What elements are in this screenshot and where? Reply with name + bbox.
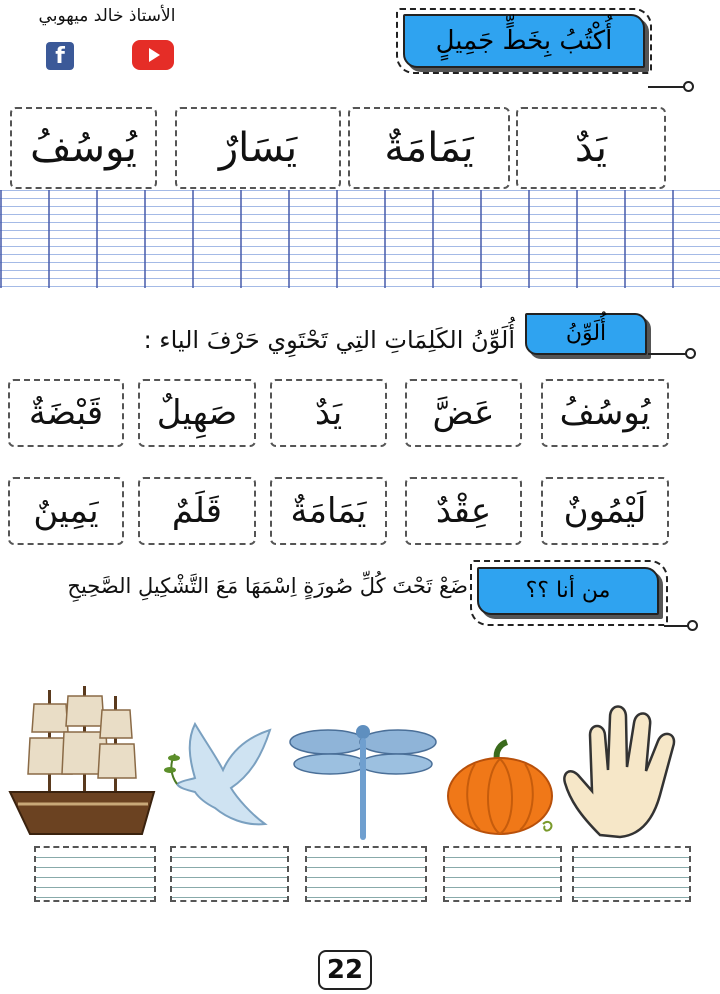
page-number: 22 bbox=[318, 950, 372, 990]
color-banner-dot bbox=[685, 348, 696, 359]
word-row2-4[interactable]: قَلَمٌ bbox=[138, 477, 256, 545]
word-row2-3[interactable]: يَمَامَةٌ bbox=[270, 477, 387, 545]
word-row2-1[interactable]: لَيْمُونٌ bbox=[541, 477, 669, 545]
answer-box-pumpkin[interactable] bbox=[443, 846, 562, 902]
word-box-3: يَسَارٌ bbox=[175, 107, 341, 189]
dragonfly-icon bbox=[288, 720, 440, 842]
word-row2-2[interactable]: عِقْدٌ bbox=[405, 477, 522, 545]
word-row1-5[interactable]: قَبْضَةٌ bbox=[8, 379, 124, 447]
answer-box-ship[interactable] bbox=[34, 846, 156, 902]
who-am-i-instruction: ضَعْ تَحْتَ كُلِّ صُورَةٍ اِسْمَهَا مَعَ التَّشْكِيلِ الصَّحِيحِ bbox=[67, 574, 468, 598]
hand-icon bbox=[560, 695, 690, 840]
answer-box-dove[interactable] bbox=[170, 846, 289, 902]
who-am-i-dot bbox=[687, 620, 698, 631]
author-name: الأستاذ خالد ميهوبي bbox=[38, 6, 176, 26]
dove-icon bbox=[165, 718, 280, 830]
handwriting-grid[interactable] bbox=[0, 190, 720, 288]
answer-box-hand[interactable] bbox=[572, 846, 691, 902]
color-instruction: أُلَوِّنُ الكَلِمَاتِ التِي تَحْتَوِي حَرْفَ الياء : bbox=[143, 326, 515, 354]
color-banner-line bbox=[648, 353, 688, 355]
facebook-icon[interactable]: f bbox=[46, 42, 74, 70]
word-row1-1[interactable]: يُوسُفُ bbox=[541, 379, 669, 447]
answer-box-dragonfly[interactable] bbox=[305, 846, 427, 902]
who-am-i-banner: من أنا ؟؟ bbox=[477, 567, 659, 615]
word-row1-3[interactable]: يَدٌ bbox=[270, 379, 387, 447]
word-row1-2[interactable]: عَضَّ bbox=[405, 379, 522, 447]
word-box-1: يَدٌ bbox=[516, 107, 666, 189]
ship-icon bbox=[8, 682, 156, 840]
youtube-icon[interactable] bbox=[132, 40, 174, 70]
word-row2-5[interactable]: يَمِينٌ bbox=[8, 477, 124, 545]
color-label-banner: أُلَوِّنُ bbox=[525, 313, 647, 355]
title-banner-line bbox=[648, 86, 686, 88]
word-box-2: يَمَامَةٌ bbox=[348, 107, 510, 189]
title-banner-dot bbox=[683, 81, 694, 92]
word-box-4: يُوسُفُ bbox=[10, 107, 157, 189]
pumpkin-icon bbox=[445, 742, 555, 837]
word-row1-4[interactable]: صَهِيلٌ bbox=[138, 379, 256, 447]
title-banner: أُكْتُبُ بِخَطٍّ جَمِيلٍ bbox=[403, 14, 645, 68]
